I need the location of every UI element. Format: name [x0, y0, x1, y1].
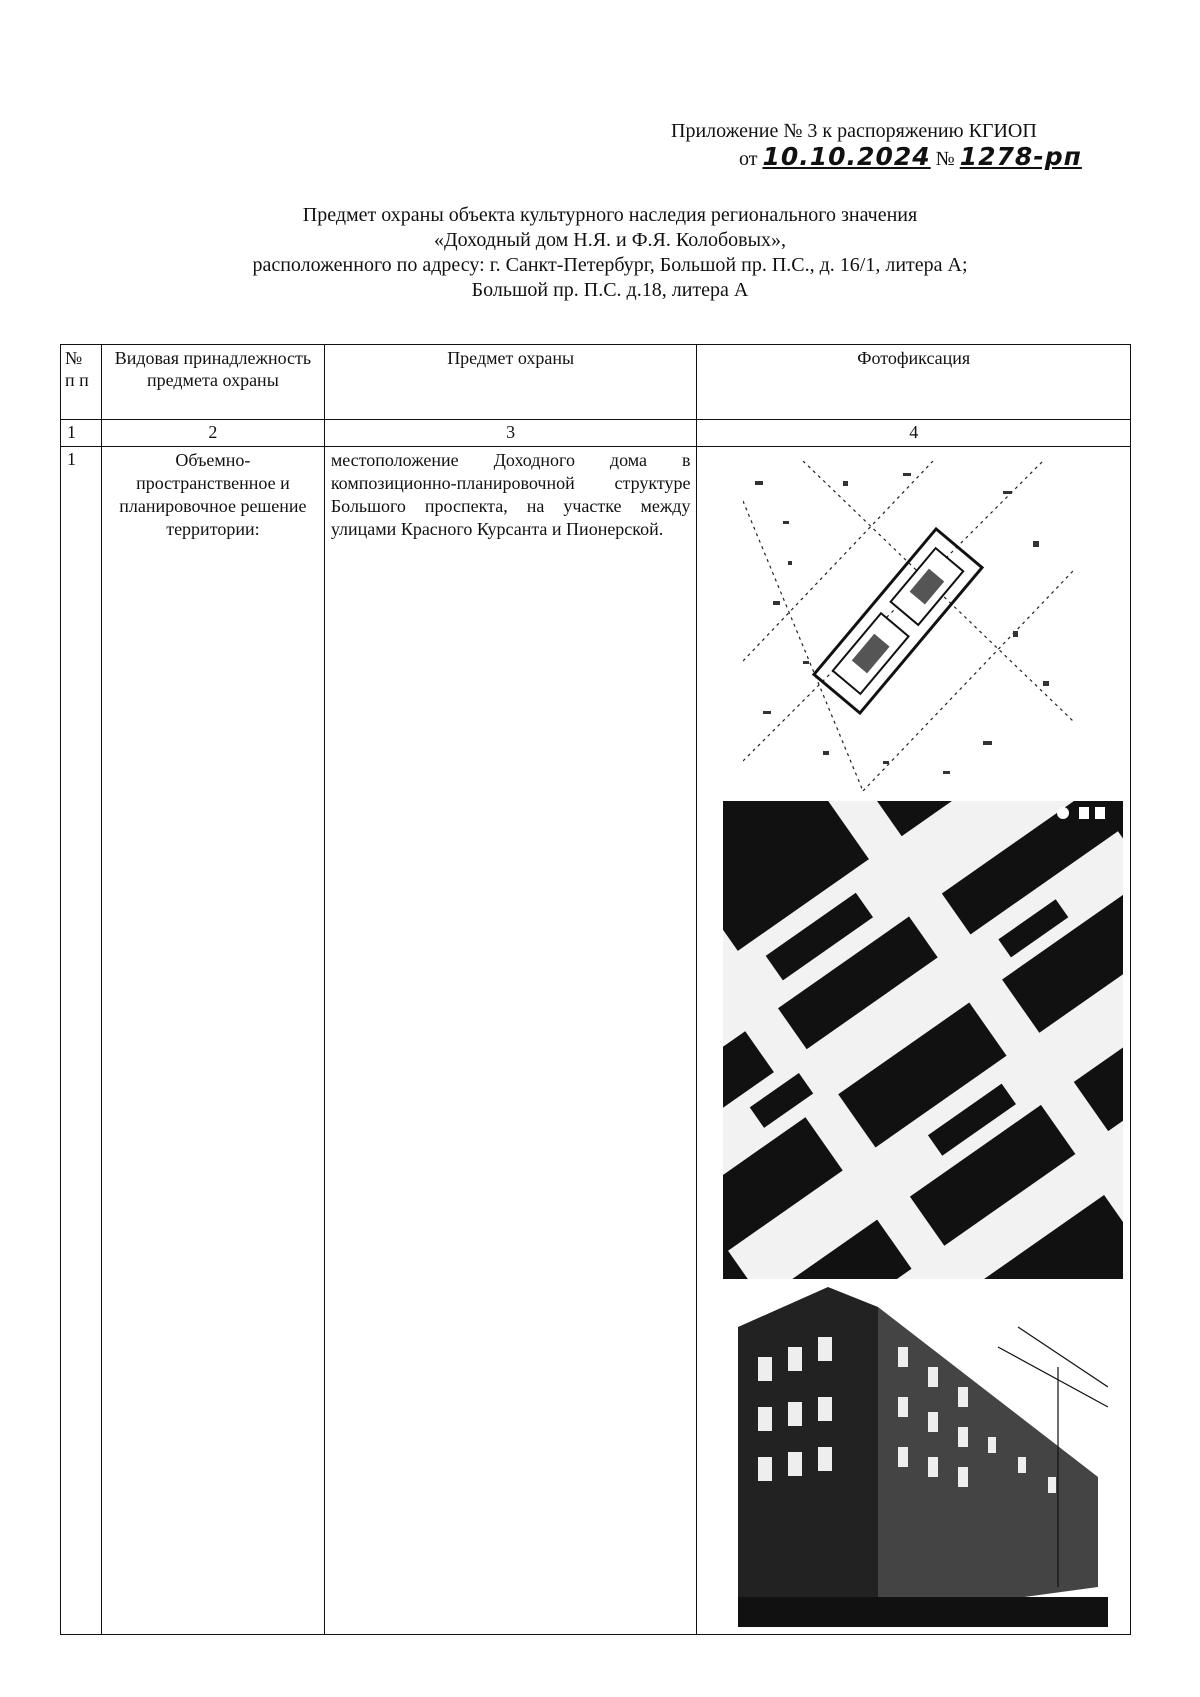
handwritten-number: 1278-рп: [959, 142, 1082, 171]
column-number: 3: [324, 420, 697, 447]
row-subject: местоположение Доходного дома в композиционно-планировочной структуре Большого проспекта, на участке между улицами Красного Курсанта и Пионерской.: [324, 447, 697, 1635]
title-line-2: «Доходный дом Н.Я. и Ф.Я. Колобовых»,: [433, 229, 787, 251]
appendix-label: Приложение № 3 к распоряжению КГИОП: [671, 120, 1037, 142]
row-number: 1: [61, 447, 102, 1635]
appendix-header: [671, 118, 1131, 172]
header-photo: Фотофиксация: [697, 345, 1131, 420]
site-plan-map-image: [743, 461, 1073, 791]
table-header-row: [61, 345, 1131, 420]
header-type: Видовая принадлежность предмета охраны: [101, 345, 324, 420]
column-number: 1: [61, 420, 102, 447]
title-line-4: Большой пр. П.С. д.18, литера А: [471, 279, 749, 301]
header-subject: Предмет охраны: [324, 345, 697, 420]
photo-cell: [697, 447, 1131, 1635]
column-number: 2: [101, 420, 324, 447]
header-num: № п п: [61, 345, 102, 420]
aerial-photo-image: [723, 801, 1123, 1279]
photo-column: [703, 449, 1124, 1629]
table-row: [61, 447, 1131, 1635]
protection-subject-table: [60, 344, 1131, 1635]
street-photo-image: [738, 1287, 1108, 1627]
title-line-1: Предмет охраны объекта культурного наследия регионального значения: [302, 204, 918, 226]
number-label: №: [935, 148, 955, 170]
from-label: от: [739, 148, 758, 170]
title-line-3: расположенного по адресу: г. Санкт-Петербург, Большой пр. П.С., д. 16/1, литера А;: [252, 254, 968, 276]
column-number-row: [61, 420, 1131, 447]
column-number: 4: [697, 420, 1131, 447]
document-title: [120, 203, 1100, 303]
appendix-date-number: [739, 144, 1131, 172]
handwritten-date: 10.10.2024: [762, 142, 931, 171]
row-type: Объемно-пространственное и планировочное решение территории:: [101, 447, 324, 1635]
